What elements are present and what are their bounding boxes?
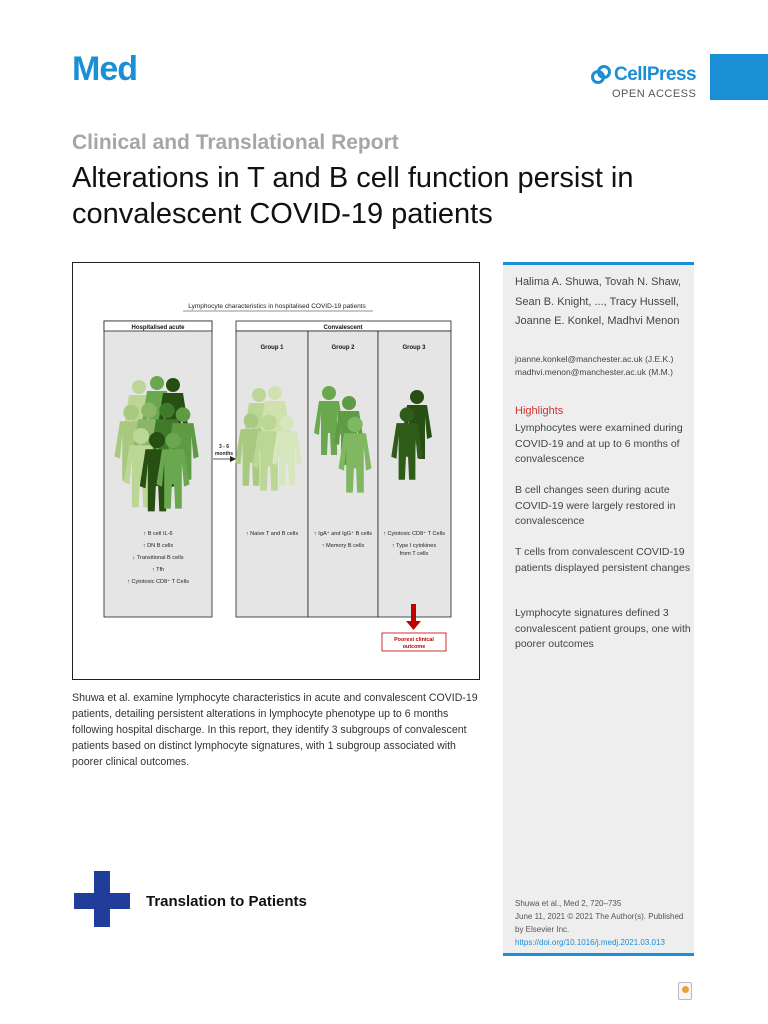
article-sidebar [503,262,694,956]
publisher-name: CellPress [614,64,697,85]
citation-journal: Shuwa et al., Med 2, 720–735 [515,899,622,908]
figure-heading: Lymphocyte characteristics in hospitalised COVID-19 patients [188,303,366,310]
highlight-item: B cell changes seen during acute COVID-19 were largely restored in convalescence [515,484,676,527]
cellpress-logo-icon [590,64,612,86]
group2-trait-1: ↑ IgA⁺ and IgG⁺ B cells [313,531,373,537]
group2-panel [308,331,378,617]
open-access-label: OPEN ACCESS [612,88,697,100]
citation-block [515,897,691,949]
acute-trait-1: ↑ B cell IL-6 [143,531,173,537]
acute-trait-5: ↑ Cytotoxic CD8⁺ T Cells [127,579,189,585]
acute-label: Hospitalised acute [131,325,185,331]
acute-trait-4: ↑ Tfh [151,567,165,573]
translation-label: Translation to Patients [146,893,307,910]
group1-label: Group 1 [260,345,284,351]
group2-label: Group 2 [331,345,355,351]
article-category: Clinical and Translational Report [72,131,399,154]
highlights-heading: Highlights [515,405,564,417]
highlight-item: T cells from convalescent COVID-19 patients displayed persistent changes [515,546,691,574]
acute-trait-2: ↑ DN B cells [142,543,174,549]
cellpress-brand [590,64,696,86]
author-list: Halima A. Shuwa, Tovah N. Shaw, Sean B. Knight, ..., Tracy Hussell, Joanne E. Konkel, Madhvi Menon [515,276,682,327]
graphical-abstract-svg [73,263,481,681]
arrow-label-months: 3 - 6 [218,444,230,450]
citation-date: June 11, 2021 © 2021 The Author(s). Published by Elsevier Inc. [515,912,684,934]
journal-logo: Med [72,50,137,88]
article-summary: Shuwa et al. examine lymphocyte characteristics in acute and convalescent COVID-19 patients, detailing persistent alterations in lymphocyte phenotype up to 6 months following hospital discharge. In this report, they identify 3 subgroups of convalescent patients based on distinct lymphocyte signatures, with 1 subgroup associated with poorer clinical outcomes. [72,692,478,768]
convalescent-label: Convalescent [323,325,363,331]
check-for-updates-icon[interactable] [678,982,692,1000]
outcome-label-1: Poorest clinical [394,637,434,643]
acute-trait-3: ↓ Transitional B cells [132,555,184,561]
graphical-abstract [72,262,480,680]
doi-link[interactable]: https://doi.org/10.1016/j.medj.2021.03.013 [515,938,665,947]
group3-trait-1: ↑ Cytotoxic CD8⁺ T Cells [383,531,445,537]
correspondence-emails[interactable]: joanne.konkel@manchester.ac.uk (J.E.K.) madhvi.menon@manchester.ac.uk (M.M.) [515,354,674,377]
outcome-label-2: outcome [402,644,426,650]
group3-trait-2: ↑ Type I cytokines [391,543,437,549]
translation-cross-icon-bar [74,893,130,909]
group3-label: Group 3 [402,345,426,351]
highlight-item: Lymphocyte signatures defined 3 convalescent patient groups, one with poorer outcomes [515,607,691,650]
group3-trait-3: from T cells [399,551,429,557]
arrow-label-months-2: months [214,451,234,457]
corner-accent-block [710,54,768,100]
group1-trait-1: ↑ Naive T and B cells [245,531,299,537]
group2-trait-2: ↑ Memory B cells [321,543,365,549]
highlight-item: Lymphocytes were examined during COVID-19 and at up to 6 months of convalescence [515,422,683,465]
article-title: Alterations in T and B cell function persist in convalescent COVID-19 patients [72,162,634,230]
